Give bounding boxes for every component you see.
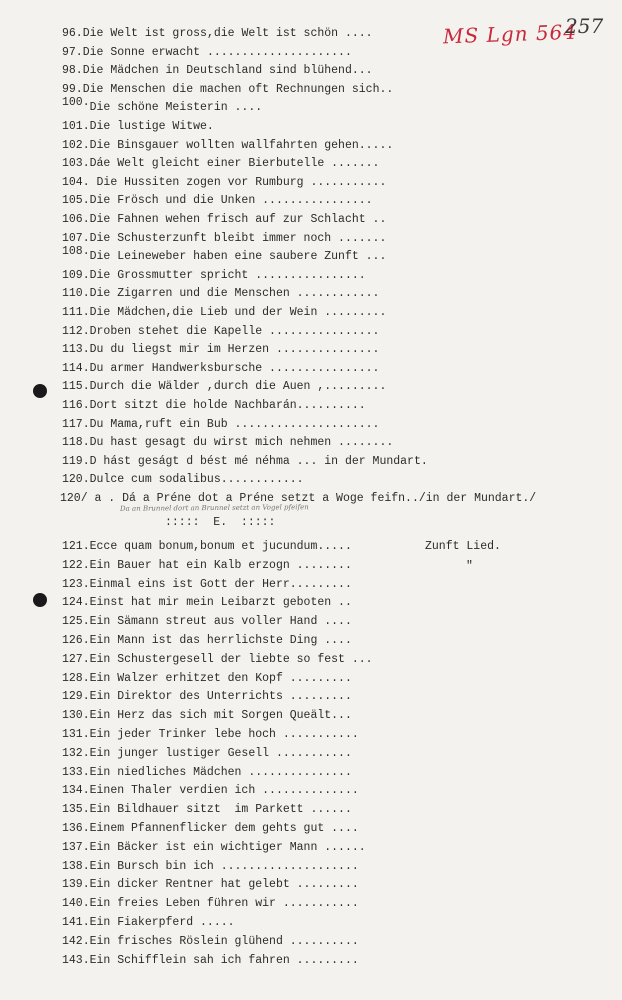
song-entry	[62, 841, 366, 855]
song-entry	[62, 559, 352, 573]
entry-number: 117.	[62, 417, 90, 431]
entry-number: 98.	[62, 64, 83, 78]
entry-title: D hást geságt d bést mé néhma ... in der Mundart.	[89, 454, 428, 468]
entry-title: Ein Bäcker ist ein wichtiger Mann ......	[89, 840, 366, 854]
entry-title: Ein Walzer erhitzet den Kopf .........	[89, 671, 352, 685]
entry-title: Ein Herz das sich mit Sorgen Queält...	[89, 709, 352, 723]
entry-title: Ein Fiakerpferd .....	[89, 916, 235, 929]
entry-title: Die lustige Witwe.	[89, 120, 214, 133]
entry-title: Ein Bauer hat ein Kalb erzogn ........	[89, 558, 352, 572]
song-entry	[62, 935, 359, 949]
entry-number: 107.	[62, 231, 90, 245]
entry-title: Ein Direktor des Unterrichts .........	[89, 690, 352, 704]
entry-title: Du armer Handwerksbursche ................	[89, 361, 380, 375]
entry-title: Die Welt ist gross,die Welt ist schön ....	[82, 27, 373, 40]
entry-title: Ein freies Leben führen wir ...........	[89, 897, 359, 911]
song-entry	[62, 540, 352, 554]
entry-number: 128.	[62, 671, 90, 685]
entry-title: Die Sonne erwacht .....................	[82, 45, 352, 59]
entry-number: 129.	[62, 690, 90, 704]
entry-number: 138.	[62, 859, 90, 873]
archive-signature: MS Lgn 564	[442, 19, 578, 49]
song-entry	[62, 176, 386, 190]
entry-number: 125.	[62, 615, 90, 629]
song-entry	[62, 916, 235, 930]
entry-number: 106.	[62, 213, 90, 226]
song-entry	[62, 436, 393, 450]
song-entry	[62, 690, 352, 704]
song-entry	[62, 578, 352, 592]
song-entry	[62, 287, 379, 301]
song-entry	[62, 747, 352, 761]
entry-title: Ein Schifflein sah ich fahren .........	[89, 953, 359, 967]
entry-number: 116.	[62, 399, 90, 412]
entry-number: 143.	[62, 953, 90, 967]
song-entry	[62, 418, 379, 432]
song-entry	[62, 46, 352, 60]
entry-title: Die Hussiten zogen vor Rumburg ...........	[89, 175, 387, 189]
entry-number: 131.	[62, 728, 90, 741]
entry-title: Ecce quam bonum,bonum et jucundum.....	[89, 540, 352, 553]
entry-number: 120.	[62, 473, 90, 487]
punch-hole-top	[33, 384, 47, 398]
song-entry	[62, 897, 359, 911]
song-entry	[62, 473, 304, 487]
entry-title: Die Grossmutter spricht ................	[89, 268, 366, 282]
entry-title: Die Mädchen,die Lieb und der Wein .........	[89, 306, 387, 319]
entry-number: 136.	[62, 822, 90, 835]
song-entry	[62, 120, 214, 134]
song-entry	[62, 766, 352, 780]
entry-number: 110.	[62, 287, 90, 301]
entry-title: Die Menschen die machen oft Rechnungen sich..	[82, 82, 394, 96]
entry-number: 119.	[62, 454, 90, 468]
zunft-note: Zunft Lied.	[425, 540, 501, 553]
entry-number: 113.	[62, 343, 90, 357]
entry-title: Ein frisches Röslein glühend ..........	[89, 934, 359, 948]
entry-number: 123.	[62, 577, 90, 591]
song-entry	[62, 728, 359, 742]
entry-title: Ein jeder Trinker lebe hoch ...........	[89, 728, 359, 741]
entry-title: Ein Bursch bin ich ....................	[89, 859, 359, 873]
entry-title: Einen Thaler verdien ich ..............	[89, 784, 359, 798]
entry-title: Ein junger lustiger Gesell ...........	[89, 746, 352, 760]
song-entry	[62, 822, 359, 836]
song-entry	[62, 269, 366, 283]
entry-number: 108.	[62, 245, 90, 259]
entry-number: 122.	[62, 558, 90, 572]
song-entry	[62, 96, 263, 115]
song-entry	[62, 596, 352, 610]
song-entry	[62, 325, 379, 339]
entry-number: 132.	[62, 746, 90, 760]
entry-number: 139.	[62, 878, 90, 892]
entry-number: 104.	[62, 175, 90, 189]
song-entry	[62, 860, 359, 874]
entry-title: Ein Mann ist das herrlichste Ding ....	[89, 634, 352, 647]
entry-number: 133.	[62, 765, 90, 779]
entry-title: Die Schusterzunft bleibt immer noch .......	[89, 231, 387, 245]
ditto-mark: "	[466, 560, 473, 573]
entry-number: 100.	[62, 96, 90, 110]
entry-title: Die Leineweber haben eine saubere Zunft ...	[89, 250, 387, 264]
entry-number: 142.	[62, 934, 90, 948]
song-entry	[62, 784, 359, 798]
entry-title: Dáe Welt gleicht einer Bierbutelle .......	[89, 157, 380, 171]
entry-number: 130.	[62, 709, 90, 723]
song-entry	[62, 194, 373, 208]
entry-title: Die Fahnen wehen frisch auf zur Schlacht ..	[89, 213, 387, 226]
song-entry	[62, 232, 386, 246]
song-entry	[62, 157, 379, 171]
entry-title: Du du liegst mir im Herzen ...............	[89, 343, 380, 357]
song-entry	[62, 615, 352, 629]
entry-number: 103.	[62, 157, 90, 171]
entry-number: 112.	[62, 324, 90, 338]
entry-number: 96.	[62, 27, 83, 40]
entry-number: 102.	[62, 138, 90, 152]
song-entry	[62, 83, 393, 97]
song-entry	[62, 954, 359, 968]
entry-number: 135.	[62, 803, 90, 817]
entry-title: Die schöne Meisterin ....	[89, 101, 263, 115]
entry-number: 137.	[62, 840, 90, 854]
song-entry	[62, 306, 386, 320]
entry-title: Dulce cum sodalibus............	[89, 473, 304, 487]
song-entry	[62, 634, 352, 648]
entry-number: 126.	[62, 634, 90, 647]
entry-title: Die Frösch und die Unken ................	[89, 194, 373, 208]
entry-number: 141.	[62, 916, 90, 929]
song-entry	[62, 343, 379, 357]
entry-title: Ein Sämann streut aus voller Hand ....	[89, 615, 352, 629]
entry-number: 111.	[62, 306, 90, 319]
entry-title: Die Binsgauer wollten wallfahrten gehen.....	[89, 138, 394, 152]
entry-number: 101.	[62, 120, 90, 133]
entry-title: Ein Schustergesell der liebte so fest ...	[89, 652, 373, 666]
entry-number: 124.	[62, 596, 90, 610]
entry-title: Die Mädchen in Deutschland sind blühend...	[82, 64, 373, 78]
song-entry	[62, 245, 387, 264]
entry-title: Ein niedliches Mädchen ...............	[89, 765, 352, 779]
entry-number: 140.	[62, 897, 90, 911]
song-entry	[62, 455, 428, 469]
entry-title: Ein dicker Rentner hat gelebt .........	[89, 878, 359, 892]
entry-title: Einmal eins ist Gott der Herr.........	[89, 577, 352, 591]
entry-title: Die Zigarren und die Menschen ............	[89, 287, 380, 301]
entry-number: 121.	[62, 540, 90, 553]
entry-title: Dort sitzt die holde Nachbarán..........	[89, 399, 366, 412]
pencil-annotation: Da an Brunnel dort an Brunnel setzt an Vogel pfeifen	[119, 503, 309, 513]
entry-number: 105.	[62, 194, 90, 208]
entry-number: 118.	[62, 436, 90, 450]
song-entry	[62, 399, 366, 413]
entry-title: Einst hat mir mein Leibarzt geboten ..	[89, 596, 352, 610]
song-entry	[62, 139, 393, 153]
entry-number: 97.	[62, 45, 83, 59]
entry-title: Du hast gesagt du wirst mich nehmen ........	[89, 436, 394, 450]
section-mark: ::::: E. :::::	[165, 516, 276, 529]
song-entry	[62, 380, 386, 394]
song-entry	[62, 878, 359, 892]
entry-title: Einem Pfannenflicker dem gehts gut ....	[89, 822, 359, 835]
folio-number: 257	[565, 14, 604, 38]
entry-title: Durch die Wälder ,durch die Auen ,.........	[89, 380, 387, 394]
song-entry	[62, 672, 352, 686]
entry-number: 99.	[62, 82, 83, 96]
song-entry	[62, 709, 352, 723]
entry-title: Du Mama,ruft ein Bub .....................	[89, 417, 380, 431]
line-120-variant: 120/ a . Dá a Préne dot a Préne setzt a Woge feifn../in der Mundart./	[60, 492, 537, 505]
entry-number: 115.	[62, 380, 90, 394]
song-entry	[62, 64, 373, 78]
song-entry	[62, 213, 386, 227]
song-entry	[62, 803, 352, 817]
entry-number: 114.	[62, 361, 90, 375]
entry-title: Ein Bildhauer sitzt im Parkett ......	[89, 803, 352, 817]
entry-title: Droben stehet die Kapelle ................	[89, 324, 380, 338]
entry-number: 127.	[62, 652, 90, 666]
entry-number: 134.	[62, 784, 90, 798]
song-entry	[62, 653, 373, 667]
song-entry	[62, 27, 373, 41]
entry-number: 109.	[62, 268, 90, 282]
song-entry	[62, 362, 379, 376]
punch-hole-bottom	[33, 593, 47, 607]
